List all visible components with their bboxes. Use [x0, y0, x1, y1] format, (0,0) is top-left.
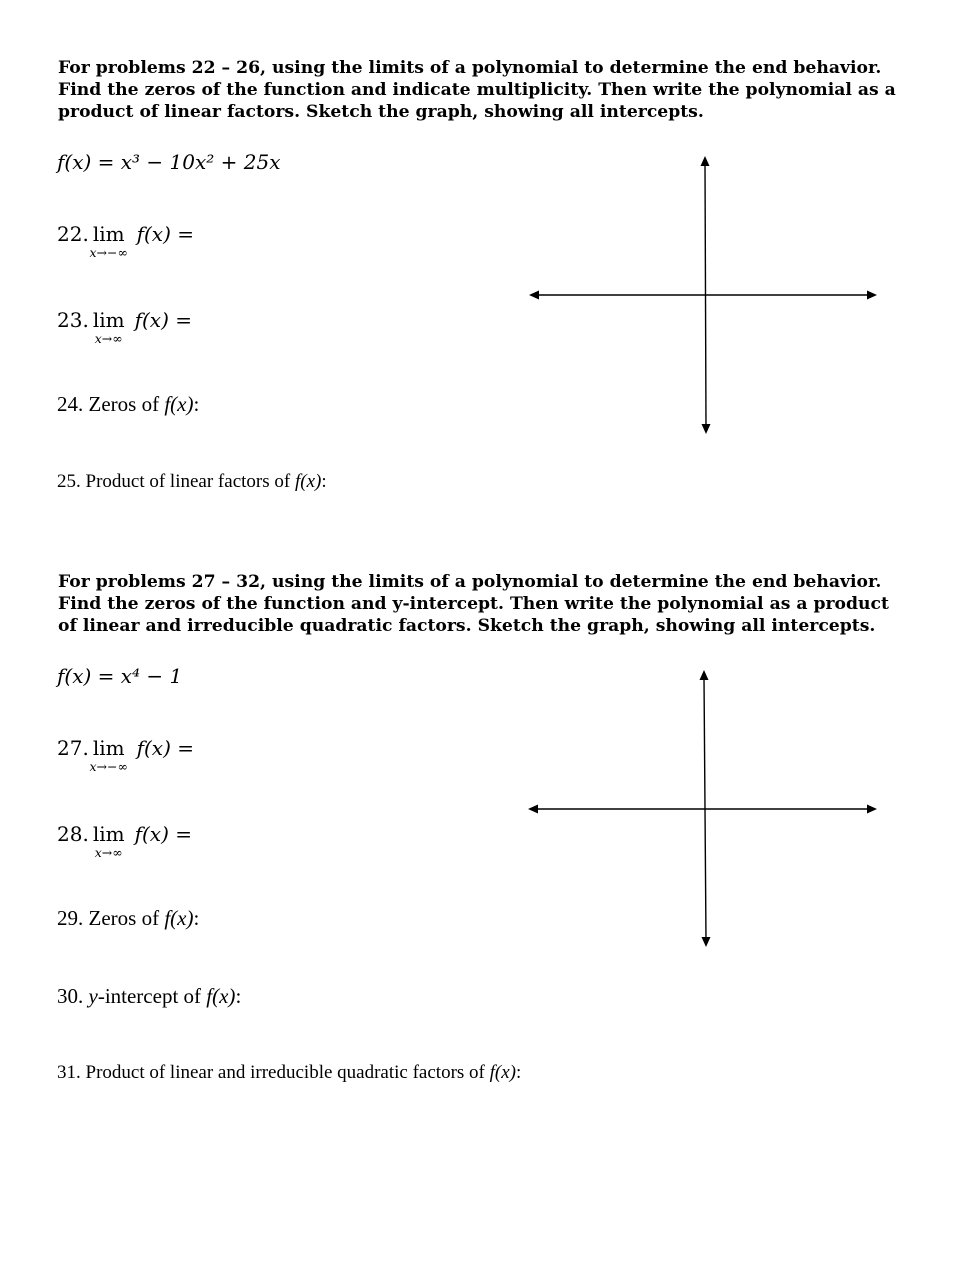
question-number: 30. — [57, 984, 89, 1008]
instruction-line: of linear and irreducible quadratic factors. Sketch the graph, showing all intercepts. — [58, 615, 876, 636]
colon: : — [321, 471, 327, 492]
limit-expression: f(x) = — [134, 308, 192, 332]
limit-expression: f(x) = — [134, 822, 192, 846]
question-text: 25. Product of linear factors of — [57, 471, 295, 492]
question-text: -intercept of — [97, 984, 207, 1008]
colon: : — [193, 392, 200, 416]
fx-label: f(x) — [489, 1062, 516, 1083]
limit-subscript: x→∞ — [94, 845, 123, 860]
y-variable: y — [88, 984, 98, 1008]
instruction-line: Find the zeros of the function and indicate multiplicity. Then write the polynomial as a — [58, 79, 896, 100]
lim-word: lim — [92, 736, 125, 760]
lim-word: lim — [92, 222, 125, 246]
function-body: x⁴ − 1 — [120, 664, 183, 688]
colon: : — [516, 1062, 522, 1083]
question-number: 22. — [57, 222, 89, 246]
instruction-line: product of linear factors. Sketch the graph, showing all intercepts. — [58, 101, 704, 122]
instruction-line: Find the zeros of the function and y-intercept. Then write the polynomial as a product — [58, 593, 889, 614]
function-lhs: f(x) = — [57, 150, 121, 174]
limit-subscript: x→−∞ — [89, 759, 128, 774]
lim-word: lim — [92, 308, 125, 332]
question-text: 31. Product of linear and irreducible quadratic factors of — [57, 1062, 490, 1083]
question-text: 29. Zeros of — [57, 906, 165, 930]
function-body: x³ − 10x² + 25x — [120, 150, 281, 174]
fx-label: f(x) — [164, 906, 194, 930]
limit-subscript: x→−∞ — [89, 245, 128, 260]
question-text: 24. Zeros of — [57, 392, 165, 416]
instruction-line: For problems 22 – 26, using the limits of a polynomial to determine the end behavior. — [58, 58, 882, 78]
limit-subscript: x→∞ — [94, 331, 123, 346]
question-number: 23. — [57, 308, 89, 332]
fx-label: f(x) — [294, 471, 322, 492]
limit-expression: f(x) = — [136, 736, 194, 760]
limit-expression: f(x) = — [136, 222, 194, 246]
x-axis — [528, 805, 877, 814]
function-lhs: f(x) = — [57, 664, 121, 688]
colon: : — [235, 984, 242, 1008]
instruction-line: For problems 27 – 32, using the limits of a polynomial to determine the end behavior. — [58, 572, 882, 592]
colon: : — [193, 906, 200, 930]
fx-label: f(x) — [206, 984, 236, 1008]
fx-label: f(x) — [164, 392, 194, 416]
lim-word: lim — [92, 822, 125, 846]
question-number: 27. — [57, 736, 89, 760]
question-number: 28. — [57, 822, 89, 846]
